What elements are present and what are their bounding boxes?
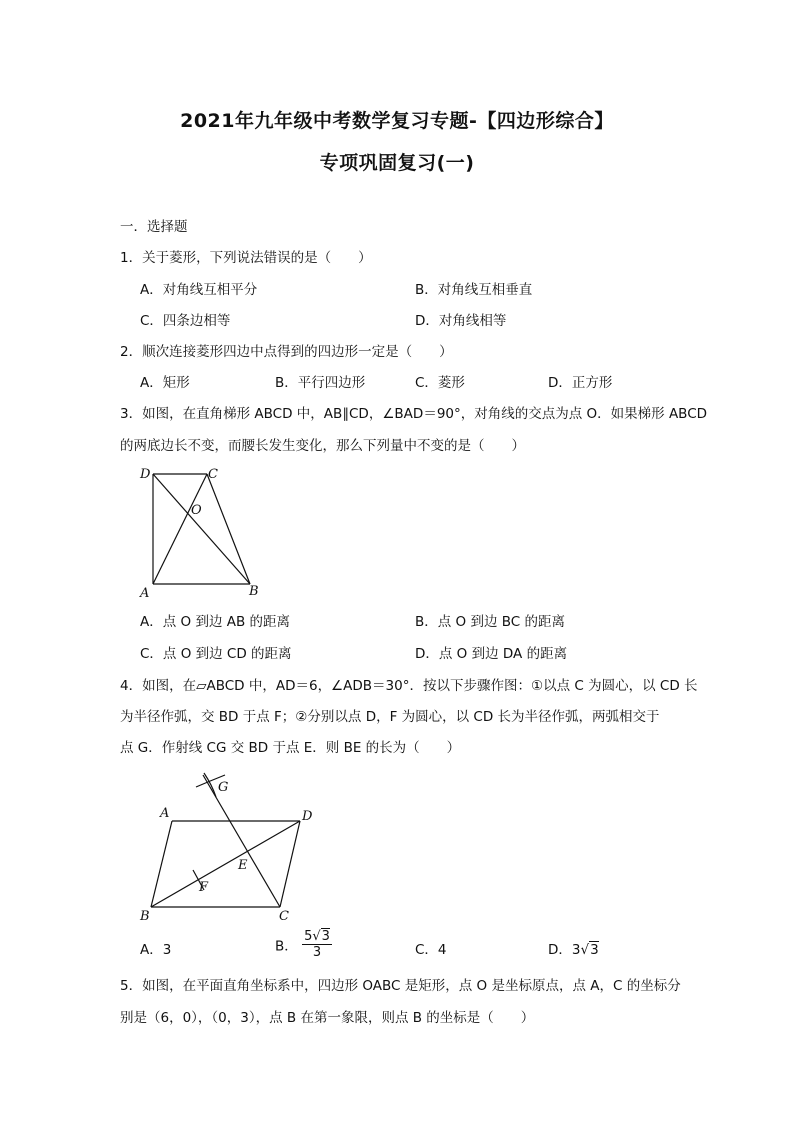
label-f: F [199, 880, 209, 895]
side-ab [151, 821, 172, 907]
question-4-stem-line-2: 为半径作弧，交 BD 于点 F；②分别以点 D，F 为圆心，以 CD 长为半径作弧，两弧相交于 [120, 709, 660, 725]
label-c: C [279, 909, 289, 924]
arc-g-2 [204, 773, 216, 797]
section-label: 一．选择题 [120, 219, 188, 235]
diagonal-db [153, 474, 250, 584]
side-cb [207, 474, 250, 584]
option-b-prefix: B． [275, 938, 298, 955]
question-3-stem-line-2: 的两底边长不变，而腰长发生变化，那么下列量中不变的是（ ） [120, 438, 525, 454]
label-b: B [140, 909, 150, 924]
document-subtitle: 专项巩固复习(一) [319, 152, 475, 174]
question-4-option-d: D．3√3 [548, 942, 599, 958]
label-e: E [238, 858, 248, 873]
question-3-option-a: A．点 O 到边 AB 的距离 [140, 614, 291, 630]
document-title: 2021年九年级中考数学复习专题-【四边形综合】 [180, 110, 614, 132]
label-b: B [249, 584, 259, 599]
question-4-option-c: C．4 [415, 942, 447, 958]
label-d: D [302, 809, 313, 824]
question-1-option-c: C．四条边相等 [140, 313, 231, 329]
question-2-option-d: D．正方形 [548, 375, 613, 391]
question-1-option-d: D．对角线相等 [415, 313, 507, 329]
question-2-option-c: C．菱形 [415, 375, 465, 391]
question-2-option-b: B．平行四边形 [275, 375, 366, 391]
question-1-option-a: A．对角线互相平分 [140, 282, 258, 298]
label-a: A [160, 806, 170, 821]
question-1-option-b: B．对角线互相垂直 [415, 282, 533, 298]
question-5-stem-line-1: 5．如图，在平面直角坐标系中，四边形 OABC 是矩形，点 O 是坐标原点，点 A，C 的坐标分 [120, 978, 681, 994]
question-2-option-a: A．矩形 [140, 375, 190, 391]
question-4-option-a: A．3 [140, 942, 172, 958]
question-4-option-b [275, 929, 332, 960]
side-dc [280, 821, 300, 907]
ray-cg [203, 775, 280, 907]
question-3-option-c: C．点 O 到边 CD 的距离 [140, 646, 292, 662]
question-3-option-b: B．点 O 到边 BC 的距离 [415, 614, 566, 630]
option-b-fraction [302, 929, 332, 960]
question-5-stem-line-2: 别是（6，0），（0，3），点 B 在第一象限，则点 B 的坐标是（ ） [120, 1010, 535, 1026]
label-c: C [208, 467, 218, 482]
question-2-stem: 2．顺次连接菱形四边中点得到的四边形一定是（ ） [120, 344, 453, 360]
question-4-figure-parallelogram [130, 765, 330, 925]
diagonal-ac [153, 474, 207, 584]
question-4-stem-line-1: 4．如图，在▱ABCD 中，AD＝6，∠ADB＝30°．按以下步骤作图：①以点 C 为圆心，以 CD 长 [120, 678, 698, 694]
fraction-denominator: 3 [312, 945, 322, 960]
question-3-figure-trapezoid [130, 462, 270, 602]
label-g: G [218, 780, 229, 795]
question-3-option-d: D．点 O 到边 DA 的距离 [415, 646, 568, 662]
label-d: D [140, 467, 151, 482]
question-1-stem: 1．关于菱形，下列说法错误的是（ ） [120, 250, 372, 266]
label-a: A [140, 586, 150, 601]
fraction-numerator: 5√3 [304, 929, 330, 944]
diagonal-bd [151, 821, 300, 907]
question-3-stem-line-1: 3．如图，在直角梯形 ABCD 中，AB∥CD，∠BAD＝90°，对角线的交点为点 O．如果梯形 ABCD [120, 406, 708, 422]
question-4-stem-line-3: 点 G．作射线 CG 交 BD 于点 E．则 BE 的长为（ ） [120, 740, 461, 756]
label-o: O [191, 503, 202, 518]
